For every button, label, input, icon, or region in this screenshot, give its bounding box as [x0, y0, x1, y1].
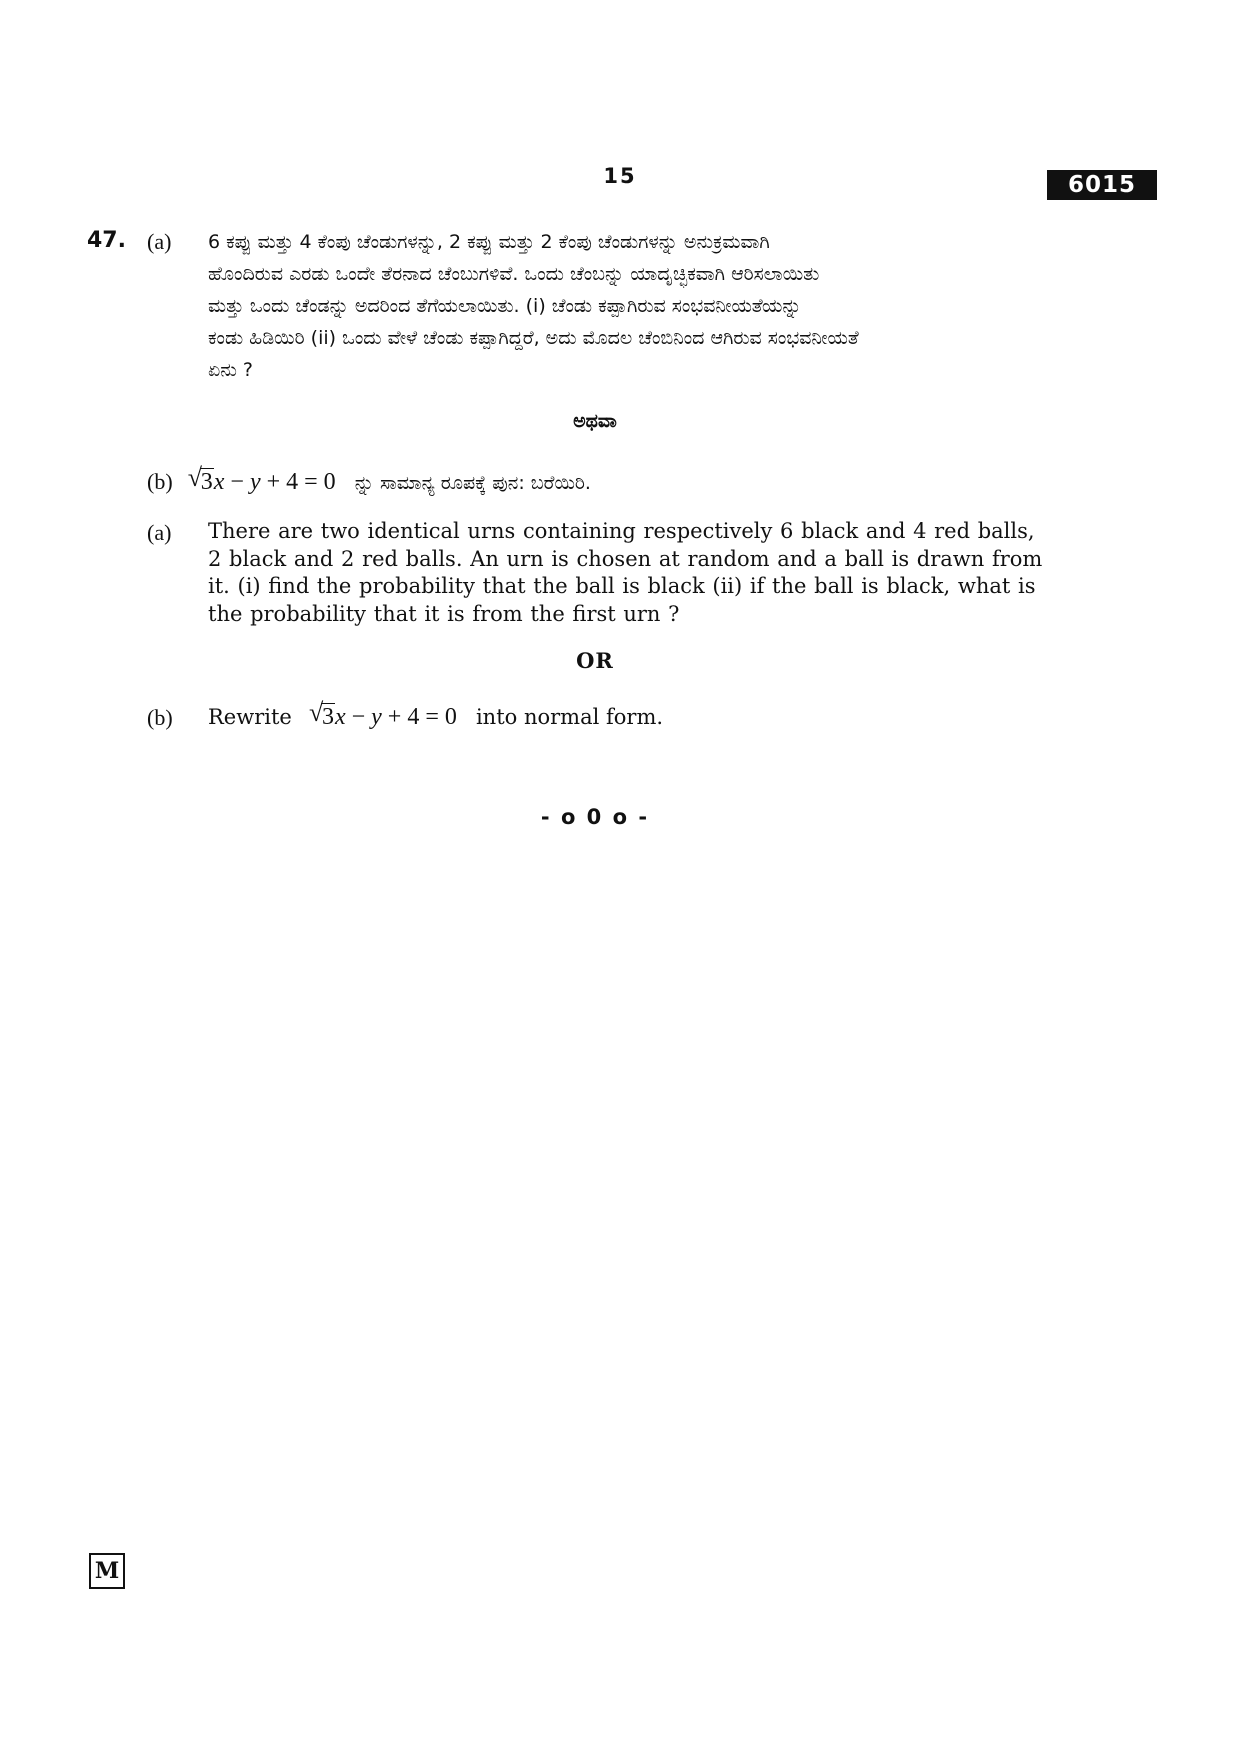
kannada-part-b-line [147, 463, 591, 496]
kannada-line-5: ಏನು ? [208, 359, 253, 381]
square-root: √ 3 [308, 698, 334, 730]
english-or-heading: OR [576, 648, 614, 673]
square-root: √ 3 [187, 463, 213, 495]
kannada-part-b-label: (b) [147, 469, 173, 494]
kannada-part-b-text: ನ್ನು ಸಾಮಾನ್ಯ ರೂಪಕ್ಕೆ ಪುನ: ಬರೆಯಿರಿ. [354, 472, 591, 494]
medium-mark-box: M [89, 1553, 125, 1589]
english-part-b-label: (b) [147, 705, 173, 730]
kannada-part-b-equation: √ 3x − y + 4 = 0 [187, 463, 336, 495]
end-of-paper-mark: - o 0 o - [540, 805, 650, 829]
kannada-or-heading: ಅಥವಾ [573, 410, 617, 432]
kannada-part-a-text [208, 226, 1100, 386]
kannada-line-2: ಹೊಂದಿರುವ ಎರಡು ಒಂದೇ ತೆರನಾದ ಚೆಂಬುಗಳಿವೆ. ಒಂದು ಚೆಂಬನ್ನು ಯಾದೃಚ್ಛಿಕವಾಗಿ ಆರಿಸಲಾಯಿತು [208, 263, 820, 285]
english-part-a-text [208, 518, 1100, 628]
english-line-4: the probability that it is from the first urn ? [208, 601, 680, 626]
english-part-b-prefix: Rewrite [208, 705, 292, 729]
english-part-b-line [208, 698, 664, 731]
kannada-line-1: 6 ಕಪ್ಪು ಮತ್ತು 4 ಕೆಂಪು ಚೆಂಡುಗಳನ್ನು, 2 ಕಪ್ಪು ಮತ್ತು 2 ಕೆಂಪು ಚೆಂಡುಗಳನ್ನು ಅನುಕ್ರಮವಾಗಿ [208, 231, 770, 253]
english-part-b-equation: √ 3x − y + 4 = 0 [308, 698, 457, 730]
paper-code-badge: 6015 [1047, 170, 1157, 200]
kannada-part-a-label: (a) [147, 229, 172, 254]
page-number: 15 [603, 164, 637, 188]
english-line-3: it. (i) find the probability that the ball is black (ii) if the ball is black, what is [208, 574, 1036, 598]
english-line-2: 2 black and 2 red balls. An urn is chosen at random and a ball is drawn from [208, 546, 1043, 571]
kannada-line-4: ಕಂಡು ಹಿಡಿಯಿರಿ (ii) ಒಂದು ವೇಳೆ ಚೆಂಡು ಕಪ್ಪಾಗಿದ್ದರೆ, ಅದು ಮೊದಲ ಚೆಂಬಿನಿಂದ ಆಗಿರುವ ಸಂಭವನೀಯತೆ [208, 327, 859, 349]
kannada-line-3: ಮತ್ತು ಒಂದು ಚೆಂಡನ್ನು ಅದರಿಂದ ತೆಗೆಯಲಾಯಿತು. (i) ಚೆಂಡು ಕಪ್ಪಾಗಿರುವ ಸಂಭವನೀಯತೆಯನ್ನು [208, 295, 802, 317]
english-line-1: There are two identical urns containing respectively 6 black and 4 red balls, [208, 519, 1035, 543]
english-part-b-suffix: into normal form. [475, 705, 664, 729]
question-number: 47. [87, 228, 126, 253]
english-part-a-label: (a) [147, 520, 172, 545]
